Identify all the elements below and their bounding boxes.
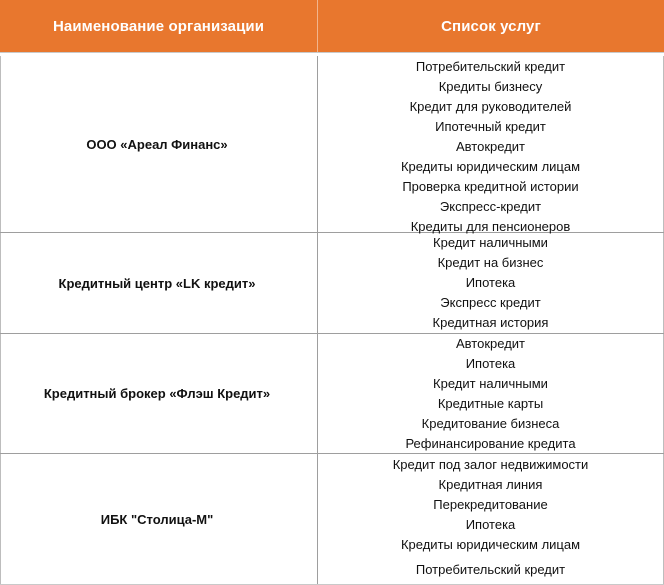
services-list <box>318 334 664 453</box>
table-header <box>0 0 664 53</box>
service-item: Кредит под залог недвижимости <box>392 457 589 472</box>
service-item: Потребительский кредит <box>415 562 566 577</box>
service-item: Автокредит <box>456 336 525 351</box>
table-row <box>0 53 664 233</box>
service-item: Кредиты юридическим лицам <box>400 537 581 552</box>
service-item: Автокредит <box>456 139 525 154</box>
organization-name: Кредитный центр «LK кредит» <box>0 233 318 333</box>
service-item: Ипотека <box>465 275 516 290</box>
service-item: Кредиты бизнесу <box>438 79 543 94</box>
service-item: Кредитная линия <box>438 477 543 492</box>
service-item: Экспресс кредит <box>440 295 541 310</box>
service-item: Кредитование бизнеса <box>421 416 560 431</box>
services-list <box>318 454 664 584</box>
service-item: Кредит на бизнес <box>437 255 544 270</box>
service-item: Кредит наличными <box>433 235 548 250</box>
services-list <box>318 233 664 333</box>
service-item: Ипотека <box>465 517 516 532</box>
service-item: Ипотека <box>465 356 516 371</box>
service-item: Экспресс-кредит <box>439 199 542 214</box>
table-row <box>0 233 664 334</box>
service-item: Кредит наличными <box>433 376 548 391</box>
service-item: Потребительский кредит <box>415 59 566 74</box>
service-item: Кредит для руководителей <box>409 99 572 114</box>
header-organization: Наименование организации <box>0 0 318 52</box>
service-item: Перекредитование <box>433 497 548 512</box>
service-item: Кредиты для пенсионеров <box>410 219 571 234</box>
table-row <box>0 454 664 585</box>
service-item: Ипотечный кредит <box>435 119 546 134</box>
header-services: Список услуг <box>441 17 541 35</box>
organization-name: ООО «Ареал Финанс» <box>0 56 318 232</box>
table-row <box>0 334 664 454</box>
organization-name: Кредитный брокер «Флэш Кредит» <box>0 334 318 453</box>
service-item: Кредиты юридическим лицам <box>400 159 581 174</box>
organization-name: ИБК "Столица-М" <box>0 454 318 584</box>
service-item: Кредитная история <box>432 315 549 330</box>
service-item: Проверка кредитной истории <box>402 179 579 194</box>
service-item: Рефинансирование кредита <box>405 436 576 451</box>
services-list <box>318 56 664 232</box>
service-item: Кредитные карты <box>437 396 544 411</box>
